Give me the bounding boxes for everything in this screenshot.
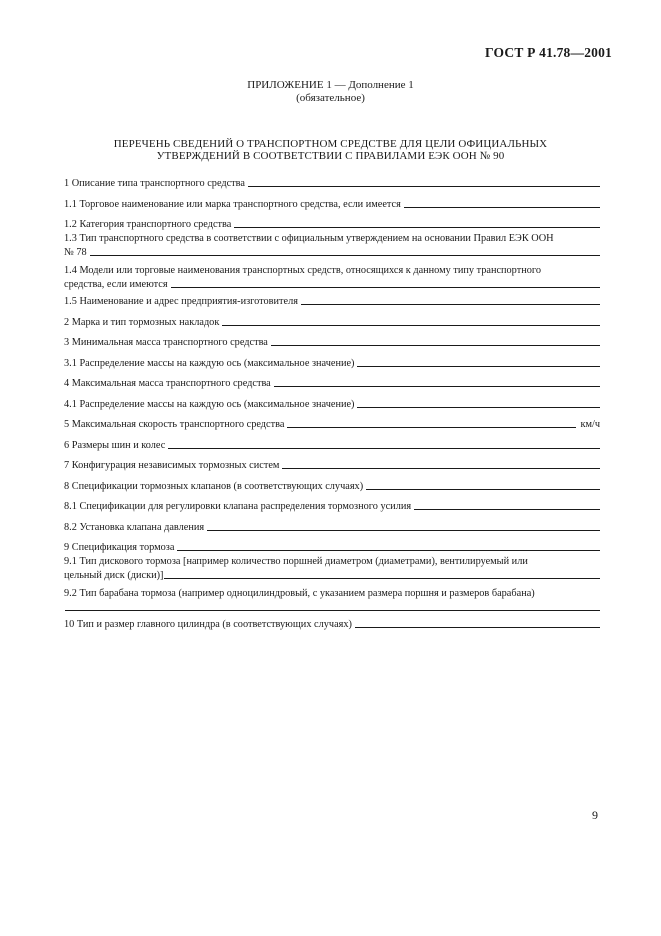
fill-line[interactable] [366, 488, 600, 490]
item-2 [64, 315, 600, 328]
fill-line[interactable] [90, 254, 600, 256]
fill-line[interactable] [271, 344, 600, 346]
fill-line[interactable] [234, 226, 600, 228]
appendix-subtitle: (обязательное) [296, 92, 365, 104]
fill-line[interactable] [301, 303, 600, 305]
item-9-1 [64, 556, 600, 581]
item-1-5 [64, 294, 600, 307]
item-label: 8.1 Спецификации для регулировки клапана распределения тормозного усилия [64, 501, 412, 512]
item-label: 4 Максимальная масса транспортного средства [64, 378, 271, 389]
item-label-continued: средства, если имеются [64, 279, 168, 290]
fill-line[interactable] [357, 365, 600, 367]
fill-line[interactable] [207, 529, 600, 531]
fill-line[interactable] [287, 426, 576, 428]
appendix-title: ПРИЛОЖЕНИЕ 1 — Дополнение 1 [247, 79, 414, 91]
item-label: 6 Размеры шин и колес [64, 440, 166, 451]
item-1-3 [64, 233, 600, 258]
item-3 [64, 335, 600, 348]
item-1 [64, 176, 600, 189]
fill-line[interactable] [222, 324, 600, 326]
item-label: 9.2 Тип барабана тормоза (например одноцилиндровый, с указанием размера поршня и размеров барабана) [64, 588, 535, 599]
item-label: 9.1 Тип дискового тормоза [например количество поршней диаметром (диаметрами), вентилируемый или [64, 556, 528, 567]
item-9-2 [64, 588, 600, 613]
standard-number: ГОСТ Р 41.78—2001 [485, 45, 612, 60]
document-title-line-1: ПЕРЕЧЕНЬ СВЕДЕНИЙ О ТРАНСПОРТНОМ СРЕДСТВЕ ДЛЯ ЦЕЛИ ОФИЦИАЛЬНЫХ [113, 138, 548, 150]
fill-line[interactable] [168, 447, 600, 449]
document-title-line-2: УТВЕРЖДЕНИЙ В СООТВЕТСТВИИ С ПРАВИЛАМИ ЕЭК ООН № 90 [156, 150, 505, 162]
item-8-2 [64, 520, 600, 533]
item-8 [64, 479, 600, 492]
item-label: 10 Тип и размер главного цилиндра (в соответствующих случаях) [64, 619, 352, 630]
item-label: 7 Конфигурация независимых тормозных систем [64, 460, 280, 471]
item-6 [64, 438, 600, 451]
item-label: 1.4 Модели или торговые наименования транспортных средств, относящихся к данному типу транспортного [64, 265, 541, 276]
item-9 [64, 540, 600, 553]
item-10 [64, 617, 600, 630]
fill-line[interactable] [171, 286, 600, 288]
item-1-4 [64, 265, 600, 290]
item-label: 1.3 Тип транспортного средства в соответствии с официальным утверждением на основании Правил ЕЭК ООН [64, 233, 554, 244]
item-7 [64, 458, 600, 471]
fill-line[interactable] [274, 385, 600, 387]
appendix-heading [0, 79, 661, 105]
item-label: 1.2 Категория транспортного средства [64, 219, 232, 230]
fill-line[interactable] [404, 206, 600, 208]
fill-line[interactable] [282, 467, 600, 469]
item-1-2 [64, 217, 600, 230]
item-1-1 [64, 197, 600, 210]
item-label: 3.1 Распределение массы на каждую ось (максимальное значение) [64, 358, 355, 369]
item-3-1 [64, 356, 600, 369]
item-label-continued: № 78 [64, 247, 87, 258]
item-4 [64, 376, 600, 389]
fill-line[interactable] [248, 185, 600, 187]
item-label: 1.1 Торговое наименование или марка транспортного средства, если имеется [64, 199, 401, 210]
item-label: 1.5 Наименование и адрес предприятия-изготовителя [64, 296, 298, 307]
fill-line[interactable] [65, 609, 600, 611]
item-label: 5 Максимальная скорость транспортного средства [64, 419, 285, 430]
item-label-continued: цельный диск (диски)] [64, 570, 164, 581]
item-label: 9 Спецификация тормоза [64, 542, 175, 553]
item-label: 3 Минимальная масса транспортного средства [64, 337, 268, 348]
fill-line[interactable] [177, 549, 600, 551]
page-number: 9 [592, 808, 598, 822]
item-label: 2 Марка и тип тормозных накладок [64, 317, 220, 328]
unit-label: км/ч [580, 419, 600, 430]
fill-line[interactable] [357, 406, 600, 408]
fill-line[interactable] [164, 577, 600, 579]
fill-line[interactable] [414, 508, 600, 510]
item-4-1 [64, 397, 600, 410]
item-5 [64, 417, 600, 430]
item-8-1 [64, 499, 600, 512]
item-label: 1 Описание типа транспортного средства [64, 178, 245, 189]
item-label: 8 Спецификации тормозных клапанов (в соответствующих случаях) [64, 481, 364, 492]
item-label: 4.1 Распределение массы на каждую ось (максимальное значение) [64, 399, 355, 410]
document-title [0, 138, 661, 162]
fill-line[interactable] [355, 626, 600, 628]
item-label: 8.2 Установка клапана давления [64, 522, 205, 533]
